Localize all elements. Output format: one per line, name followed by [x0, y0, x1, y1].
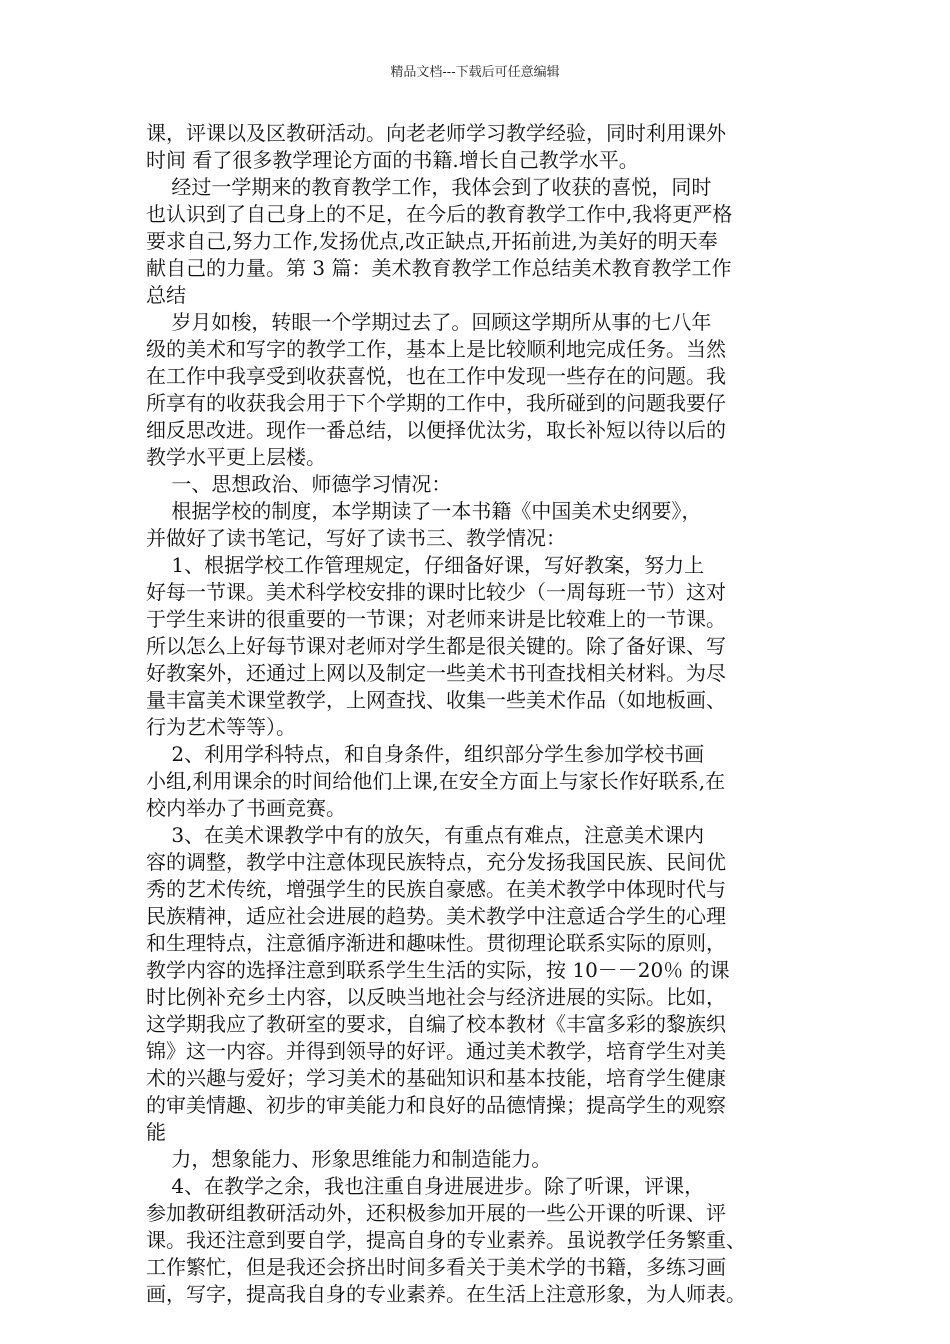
- document-body: [146, 120, 826, 1308]
- body-line: 于学生来讲的很重要的一节课；对老师来讲是比较难上的一节课。: [146, 607, 726, 631]
- body-line: 所以怎么上好每节课对老师对学生都是很关键的。除了备好课、写: [146, 634, 726, 658]
- body-line: 要求自己,努力工作,发扬优点,改正缺点,开拓前进,为美好的明天奉: [146, 229, 718, 253]
- body-line: 课。我还注意到要自学，提高自身的专业素养。虽说教学任务繁重、: [146, 1228, 746, 1252]
- body-line: 这学期我应了教研室的要求，自编了校本教材《丰富多彩的黎族织: [146, 1012, 726, 1036]
- body-line: 能: [146, 1120, 166, 1144]
- body-line: 3、在美术课教学中有的放矢，有重点有难点，注意美术课内: [146, 823, 705, 847]
- body-line: 行为艺术等等）。: [146, 715, 296, 739]
- body-line: 所享有的收获我会用于下个学期的工作中，我所碰到的问题我要仔: [146, 391, 726, 415]
- body-line: 2、利用学科特点，和自身条件，组织部分学生参加学校书画: [146, 742, 705, 766]
- body-line: 根据学校的制度，本学期读了一本书籍《中国美术史纲要》，: [146, 499, 702, 523]
- body-line: 民族精神，适应社会进展的趋势。美术教学中注意适合学生的心理: [146, 904, 726, 928]
- page-header: 精品文档---下载后可任意编辑: [390, 65, 560, 80]
- body-line: 4、在教学之余，我也注重自身进展进步。除了听课，评课，: [146, 1174, 705, 1198]
- body-line: 总结: [146, 283, 186, 307]
- body-line: 经过一学期来的教育教学工作，我体会到了收获的喜悦，同时: [146, 175, 712, 199]
- body-line: 力，想象能力、形象思维能力和制造能力。: [146, 1147, 552, 1171]
- body-line: 在工作中我享受到收获喜悦，也在工作中发现一些存在的问题。我: [146, 364, 726, 388]
- body-line: 教学水平更上层楼。: [146, 445, 326, 469]
- body-line: 容的调整，教学中注意体现民族特点，充分发扬我国民族、民间优: [146, 850, 726, 874]
- body-line: 画，写字，提高我自身的专业素养。在生活上注意形象，为人师表。: [146, 1282, 746, 1306]
- body-line: 的审美情趣、初步的审美能力和良好的品德情操；提高学生的观察: [146, 1093, 726, 1117]
- body-line: 时间 看了很多教学理论方面的书籍.增长自己教学水平。: [146, 148, 639, 172]
- body-line: 教学内容的选择注意到联系学生生活的实际，按 10－－20％ 的课: [146, 958, 730, 982]
- body-line: 参加教研组教研活动外，还积极参加开展的一些公开课的听课、评: [146, 1201, 726, 1225]
- body-line: 和生理特点，注意循序渐进和趣味性。贯彻理论联系实际的原则，: [146, 931, 726, 955]
- body-line: 也认识到了自己身上的不足，在今后的教育教学工作中,我将更严格: [146, 202, 733, 226]
- body-line: 岁月如梭，转眼一个学期过去了。回顾这学期所从事的七八年: [146, 310, 712, 334]
- body-line: 术的兴趣与爱好；学习美术的基础知识和基本技能，培育学生健康: [146, 1066, 726, 1090]
- body-line: 小组,利用课余的时间给他们上课,在安全方面上与家长作好联系,在: [146, 769, 726, 793]
- body-line: 好教案外，还通过上网以及制定一些美术书刊查找相关材料。为尽: [146, 661, 726, 685]
- body-line: 好每一节课。美术科学校安排的课时比较少（一周每班一节）这对: [146, 580, 726, 604]
- body-line: 课，评课以及区教研活动。向老老师学习教学经验，同时利用课外: [146, 121, 726, 145]
- body-line: 时比例补充乡土内容，以反映当地社会与经济进展的实际。比如，: [146, 985, 726, 1009]
- body-line: 校内举办了书画竞赛。: [146, 796, 346, 820]
- body-line: 量丰富美术课堂教学，上网查找、收集一些美术作品（如地板画、: [146, 688, 726, 712]
- body-line: 一、思想政治、师德学习情况：: [146, 472, 452, 496]
- body-line: 并做好了读书笔记，写好了读书三、教学情况：: [146, 526, 566, 550]
- body-line: 献自己的力量。第 3 篇：美术教育教学工作总结美术教育教学工作: [146, 256, 732, 280]
- body-line: 工作繁忙，但是我还会挤出时间多看关于美术学的书籍，多练习画: [146, 1255, 726, 1279]
- body-line: 1、根据学校工作管理规定，仔细备好课，写好教案，努力上: [146, 553, 705, 577]
- body-line: 级的美术和写字的教学工作，基本上是比较顺利地完成任务。当然: [146, 337, 726, 361]
- body-line: 锦》这一内容。并得到领导的好评。通过美术教学，培育学生对美: [146, 1039, 726, 1063]
- body-line: 细反思改进。现作一番总结，以便择优汰劣，取长补短以待以后的: [146, 418, 726, 442]
- body-line: 秀的艺术传统，增强学生的民族自豪感。在美术教学中体现时代与: [146, 877, 726, 901]
